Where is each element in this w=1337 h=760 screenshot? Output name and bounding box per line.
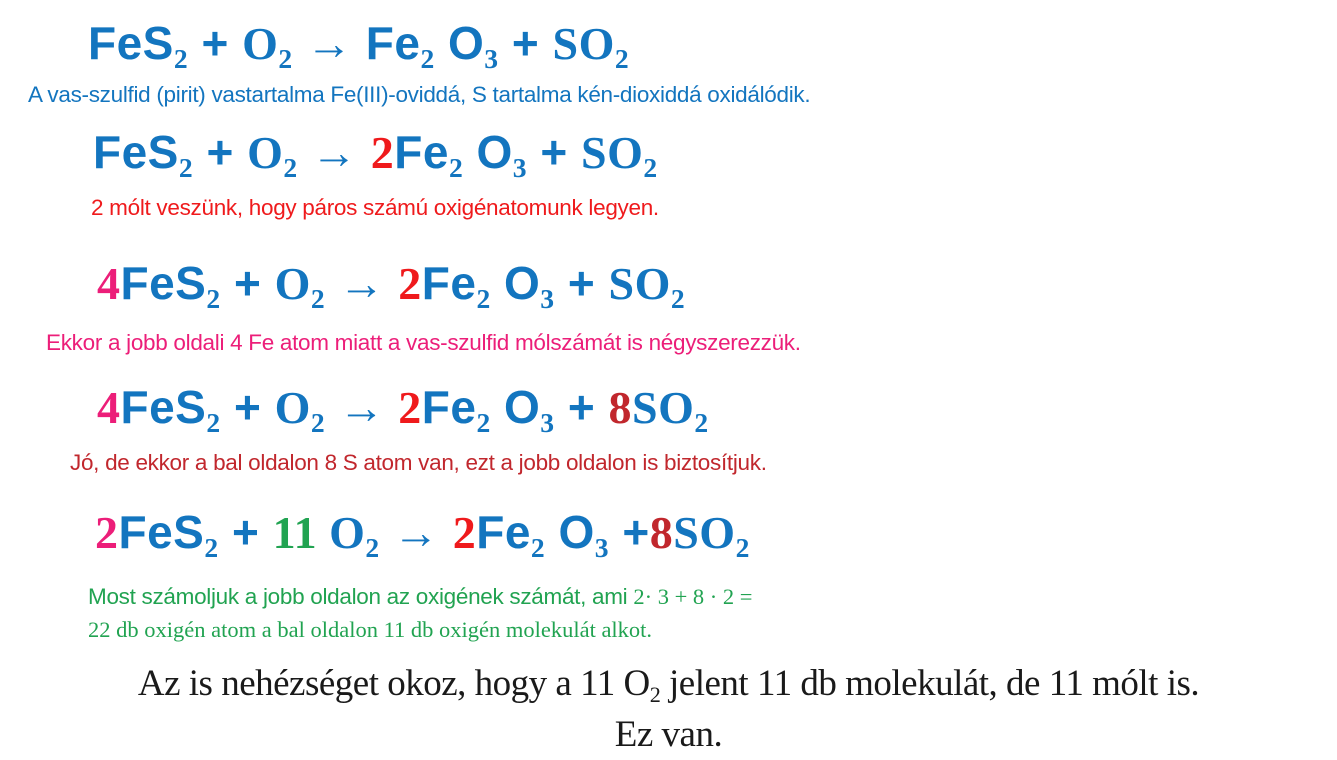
text-segment: Most számoljuk a jobb oldalon az oxigének számát, ami xyxy=(88,584,634,609)
text-segment: O xyxy=(247,127,284,178)
text-segment: → xyxy=(379,506,453,558)
subscript: 2 xyxy=(206,282,221,314)
subscript: 2 xyxy=(310,406,326,438)
closing-note xyxy=(0,659,1337,760)
text-segment: Az is nehézséget okoz, hogy a 11 O xyxy=(137,663,650,704)
text-segment: Ekkor a jobb oldali 4 Fe atom miatt a vas-szulfid mólszámát is négyszerezzük. xyxy=(46,330,801,355)
text-segment: O xyxy=(490,381,541,433)
text-segment: + xyxy=(527,126,582,178)
closing-note-line xyxy=(0,659,1337,710)
text-segment: O xyxy=(434,17,485,69)
equation-3-line xyxy=(97,257,686,314)
text-segment: → xyxy=(325,257,399,309)
subscript: 2 xyxy=(694,406,709,438)
text-segment: Fe xyxy=(365,17,421,69)
subscript: 2 xyxy=(649,682,661,708)
text-segment: + xyxy=(188,17,243,69)
text-segment: 22 db oxigén atom a bal oldalon 11 db oxigén molekulát alkot. xyxy=(88,616,653,642)
text-segment: 8 xyxy=(608,382,633,433)
caption-4 xyxy=(70,447,767,480)
text-segment: FeS xyxy=(93,126,179,178)
text-segment: 2 xyxy=(398,258,422,309)
text-segment: Jó, de ekkor a bal oldalon 8 S atom van, ezt a jobb oldalon is biztosítjuk. xyxy=(70,450,767,475)
caption-1-line xyxy=(28,79,810,112)
text-segment: 8 xyxy=(649,507,674,558)
text-segment: O xyxy=(274,382,311,433)
text-segment: O xyxy=(329,507,366,558)
subscript: 3 xyxy=(512,151,528,183)
equation-5 xyxy=(95,506,750,563)
text-segment: FeS xyxy=(118,506,205,558)
text-segment: SO xyxy=(581,127,644,178)
text-segment: + xyxy=(220,381,275,433)
subscript: 2 xyxy=(283,151,298,183)
subscript: 2 xyxy=(310,282,326,314)
equation-2 xyxy=(93,126,658,183)
equation-4 xyxy=(97,381,709,438)
text-segment: Ez van. xyxy=(614,714,723,756)
text-segment: Fe xyxy=(421,381,477,433)
text-segment: O xyxy=(274,258,311,309)
text-segment: Fe xyxy=(476,506,531,558)
subscript: 2 xyxy=(278,42,293,74)
text-segment: + xyxy=(498,17,553,69)
text-segment: jelent 11 db molekulát, de 11 mólt is. xyxy=(660,663,1200,704)
text-segment: Fe xyxy=(394,126,449,178)
text-segment: + xyxy=(218,506,273,558)
text-segment: O xyxy=(490,257,541,309)
text-segment: 2 xyxy=(452,507,477,558)
subscript: 2 xyxy=(670,282,686,314)
text-segment: 2 mólt veszünk, hogy páros számú oxigénatomunk legyen. xyxy=(91,195,659,220)
equation-2-line xyxy=(93,126,658,183)
text-segment: A vas-szulfid (pirit) vastartalma Fe(III)-oviddá, S tartalma kén-dioxiddá oxidálódik. xyxy=(28,82,811,107)
equation-3 xyxy=(97,257,686,314)
caption-3 xyxy=(46,327,801,360)
subscript: 3 xyxy=(540,282,555,314)
caption-5-line xyxy=(88,614,752,647)
subscript: 2 xyxy=(178,151,194,183)
subscript: 2 xyxy=(173,42,189,74)
text-segment: 11 xyxy=(272,507,330,558)
equation-1-line xyxy=(88,17,630,74)
caption-3-line xyxy=(46,327,801,360)
text-segment: 4 xyxy=(97,382,121,433)
text-segment: O xyxy=(463,126,513,178)
text-segment: + xyxy=(554,381,609,433)
subscript: 2 xyxy=(204,531,219,563)
text-segment: 2 xyxy=(398,382,422,433)
subscript: 2 xyxy=(614,42,630,74)
text-segment: FeS xyxy=(120,381,207,433)
subscript: 2 xyxy=(530,531,546,563)
text-segment: → xyxy=(325,381,399,433)
text-segment: SO xyxy=(673,507,736,558)
caption-5-line xyxy=(88,581,752,614)
text-segment: O xyxy=(242,18,279,69)
caption-2 xyxy=(91,192,659,225)
subscript: 2 xyxy=(448,151,464,183)
caption-5 xyxy=(88,581,752,646)
subscript: 2 xyxy=(420,42,435,74)
caption-4-line xyxy=(70,447,767,480)
subscript: 3 xyxy=(594,531,610,563)
closing-note-line xyxy=(0,710,1337,760)
text-segment: FeS xyxy=(120,257,207,309)
text-segment: SO xyxy=(552,18,615,69)
subscript: 2 xyxy=(476,282,491,314)
equation-5-line xyxy=(95,506,750,563)
text-segment: FeS xyxy=(88,17,174,69)
text-segment: 2 xyxy=(370,127,395,178)
subscript: 2 xyxy=(365,531,380,563)
text-segment: 2 xyxy=(95,507,119,558)
text-segment: O xyxy=(545,506,595,558)
caption-1 xyxy=(28,79,810,112)
equation-4-line xyxy=(97,381,709,438)
subscript: 2 xyxy=(206,406,221,438)
text-segment: SO xyxy=(608,258,671,309)
text-segment: → xyxy=(297,126,371,178)
text-segment: 4 xyxy=(97,258,121,309)
caption-2-line xyxy=(91,192,659,225)
text-segment: + xyxy=(609,506,650,558)
text-segment: 2· 3 + 8 · 2 = xyxy=(633,584,753,609)
text-segment: + xyxy=(220,257,275,309)
subscript: 2 xyxy=(735,531,750,563)
text-segment: Fe xyxy=(421,257,477,309)
subscript: 3 xyxy=(484,42,499,74)
text-segment: SO xyxy=(632,382,695,433)
subscript: 3 xyxy=(540,406,555,438)
equation-1 xyxy=(88,17,630,74)
text-segment: → xyxy=(292,17,366,69)
subscript: 2 xyxy=(643,151,658,183)
subscript: 2 xyxy=(476,406,491,438)
text-segment: + xyxy=(554,257,609,309)
text-segment: + xyxy=(193,126,248,178)
